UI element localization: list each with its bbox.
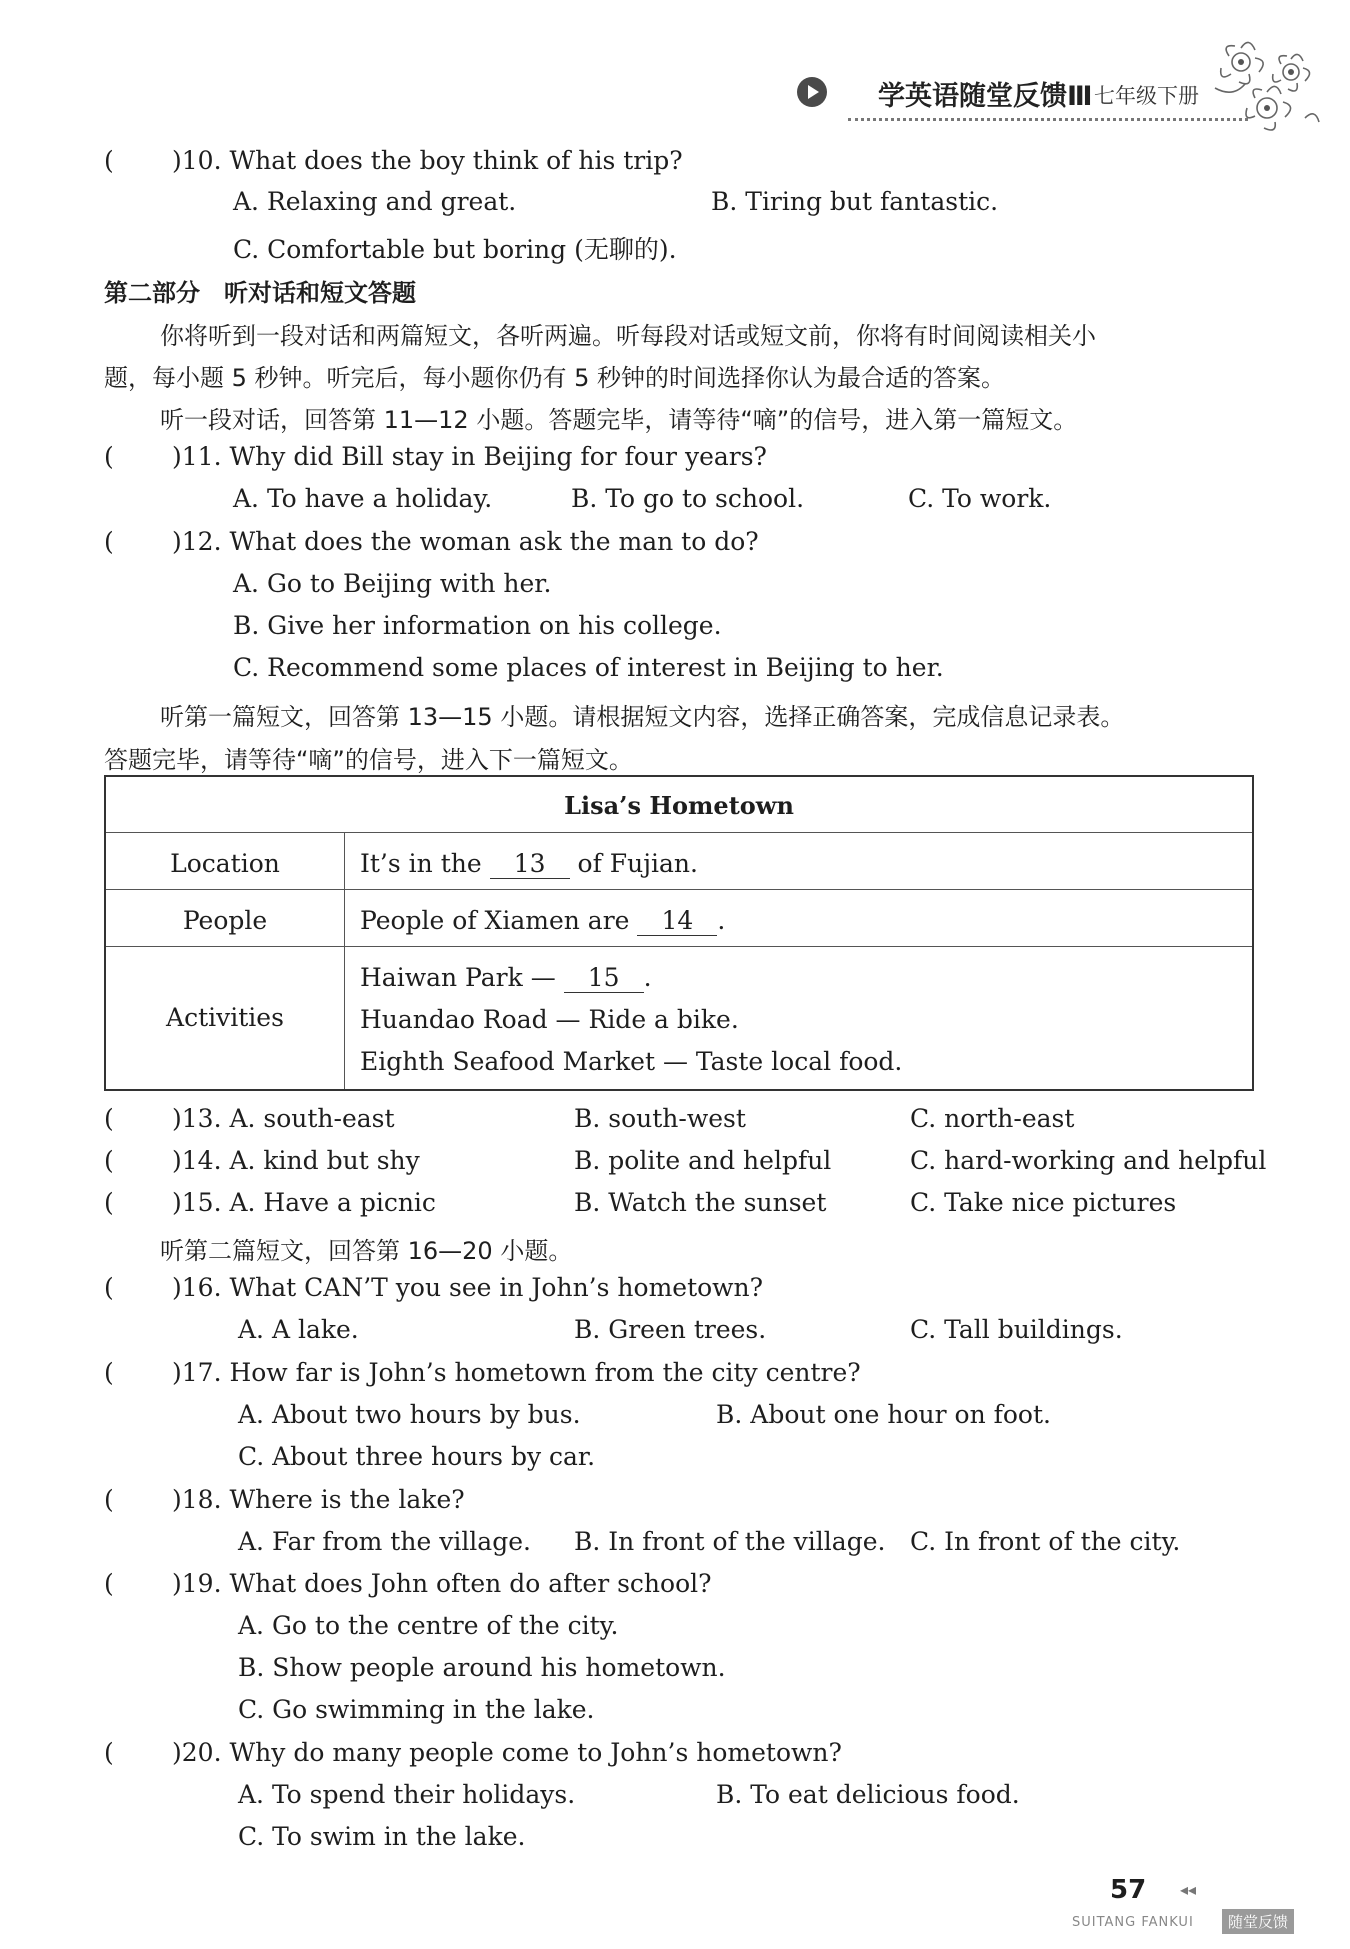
- table-activity-2: Huandao Road — Ride a bike.: [360, 1005, 739, 1034]
- q16-option-b: B. Green trees.: [574, 1315, 767, 1344]
- part-two-instructions-1: 你将听到一段对话和两篇短文，各听两遍。听每段对话或短文前，你将有时间阅读相关小: [160, 322, 1096, 350]
- flower-decoration-icon: [1205, 28, 1325, 138]
- answer-paren: (: [104, 1738, 114, 1767]
- table-location-value: It’s in the 13 of Fujian.: [360, 849, 698, 878]
- blank-14: 14: [637, 906, 717, 936]
- q20-option-c: C. To swim in the lake.: [238, 1822, 526, 1851]
- info-record-table: [104, 775, 1254, 1091]
- q18-option-a: A. Far from the village.: [238, 1527, 531, 1556]
- q12-option-c: C. Recommend some places of interest in Beijing to her.: [233, 653, 944, 682]
- passage-one-instructions-2: 答题完毕，请等待“嘀”的信号，进入下一篇短文。: [104, 746, 633, 774]
- question-18: )18. Where is the lake?: [172, 1485, 465, 1514]
- answer-paren: (: [104, 1485, 114, 1514]
- q20-option-a: A. To spend their holidays.: [238, 1780, 576, 1809]
- table-people-value: People of Xiamen are 14 .: [360, 906, 726, 935]
- passage-one-instructions-1: 听第一篇短文，回答第 13—15 小题。请根据短文内容，选择正确答案，完成信息记录表。: [160, 703, 1125, 731]
- q11-option-c: C. To work.: [908, 484, 1052, 513]
- part-two-heading: 第二部分 听对话和短文答题: [104, 279, 416, 307]
- table-title: Lisa’s Hometown: [564, 791, 794, 820]
- q11-option-a: A. To have a holiday.: [233, 484, 493, 513]
- table-label-location: Location: [170, 849, 280, 878]
- footer-brand-en: SUITANG FANKUI: [1072, 1915, 1194, 1930]
- blank-15: 15: [564, 963, 644, 993]
- play-circle-icon: [797, 77, 827, 107]
- q13-option-c: C. north-east: [910, 1104, 1075, 1133]
- q13-option-b: B. south-west: [574, 1104, 746, 1133]
- answer-paren: (: [104, 1569, 114, 1598]
- q12-option-b: B. Give her information on his college.: [233, 611, 722, 640]
- question-16: )16. What CAN’T you see in John’s hometown?: [172, 1273, 764, 1302]
- blank-13: 13: [490, 849, 570, 879]
- q10-option-b: B. Tiring but fantastic.: [711, 187, 999, 216]
- q14-option-b: B. polite and helpful: [574, 1146, 832, 1175]
- table-label-people: People: [182, 906, 268, 935]
- book-grade: 七年级下册: [1094, 84, 1199, 108]
- q17-option-c: C. About three hours by car.: [238, 1442, 596, 1471]
- question-19: )19. What does John often do after school?: [172, 1569, 712, 1598]
- q15-option-b: B. Watch the sunset: [574, 1188, 827, 1217]
- answer-paren: (: [104, 1146, 114, 1175]
- q16-option-c: C. Tall buildings.: [910, 1315, 1123, 1344]
- footer-brand-badge: 随堂反馈: [1222, 1909, 1294, 1934]
- question-14: )14. A. kind but shy: [172, 1146, 420, 1175]
- answer-paren: (: [104, 442, 114, 471]
- question-15: )15. A. Have a picnic: [172, 1188, 436, 1217]
- header-dotted-line: [848, 118, 1248, 121]
- q10-option-a: A. Relaxing and great.: [233, 187, 517, 216]
- table-activity-3: Eighth Seafood Market — Taste local food.: [360, 1047, 903, 1076]
- q12-option-a: A. Go to Beijing with her.: [233, 569, 552, 598]
- q18-option-b: B. In front of the village.: [574, 1527, 886, 1556]
- answer-paren: (: [104, 1358, 114, 1387]
- part-two-instructions-3: 听一段对话，回答第 11—12 小题。答题完毕，请等待“嘀”的信号，进入第一篇短文。: [160, 406, 1078, 434]
- q10-option-c: C. Comfortable but boring (无聊的).: [233, 235, 677, 264]
- q19-option-a: A. Go to the centre of the city.: [238, 1611, 619, 1640]
- table-label-activities: Activities: [166, 1003, 284, 1032]
- answer-paren: (: [104, 1104, 114, 1133]
- q19-option-b: B. Show people around his hometown.: [238, 1653, 726, 1682]
- page-arrows-icon: ◂◂: [1180, 1880, 1197, 1899]
- question-10: )10. What does the boy think of his trip?: [172, 146, 683, 175]
- q15-option-c: C. Take nice pictures: [910, 1188, 1177, 1217]
- question-17: )17. How far is John’s hometown from the city centre?: [172, 1358, 861, 1387]
- question-12: )12. What does the woman ask the man to do?: [172, 527, 759, 556]
- q16-option-a: A. A lake.: [238, 1315, 359, 1344]
- answer-paren: (: [104, 527, 114, 556]
- answer-paren: (: [104, 1188, 114, 1217]
- q14-option-c: C. hard-working and helpful: [910, 1146, 1267, 1175]
- q11-option-b: B. To go to school.: [571, 484, 805, 513]
- answer-paren: (: [104, 1273, 114, 1302]
- answer-paren: (: [104, 146, 114, 175]
- table-activity-1: Haiwan Park — 15 .: [360, 963, 652, 992]
- question-13: )13. A. south-east: [172, 1104, 395, 1133]
- passage-two-instructions: 听第二篇短文，回答第 16—20 小题。: [160, 1237, 573, 1265]
- q20-option-b: B. To eat delicious food.: [716, 1780, 1020, 1809]
- page-number: 57: [1110, 1875, 1147, 1905]
- book-title: 学英语随堂反馈Ⅲ: [878, 81, 1093, 112]
- q17-option-b: B. About one hour on foot.: [716, 1400, 1051, 1429]
- q19-option-c: C. Go swimming in the lake.: [238, 1695, 595, 1724]
- part-two-instructions-2: 题，每小题 5 秒钟。听完后，每小题你仍有 5 秒钟的时间选择你认为最合适的答案。: [104, 364, 1006, 392]
- q18-option-c: C. In front of the city.: [910, 1527, 1181, 1556]
- q17-option-a: A. About two hours by bus.: [238, 1400, 581, 1429]
- question-20: )20. Why do many people come to John’s hometown?: [172, 1738, 842, 1767]
- question-11: )11. Why did Bill stay in Beijing for four years?: [172, 442, 767, 471]
